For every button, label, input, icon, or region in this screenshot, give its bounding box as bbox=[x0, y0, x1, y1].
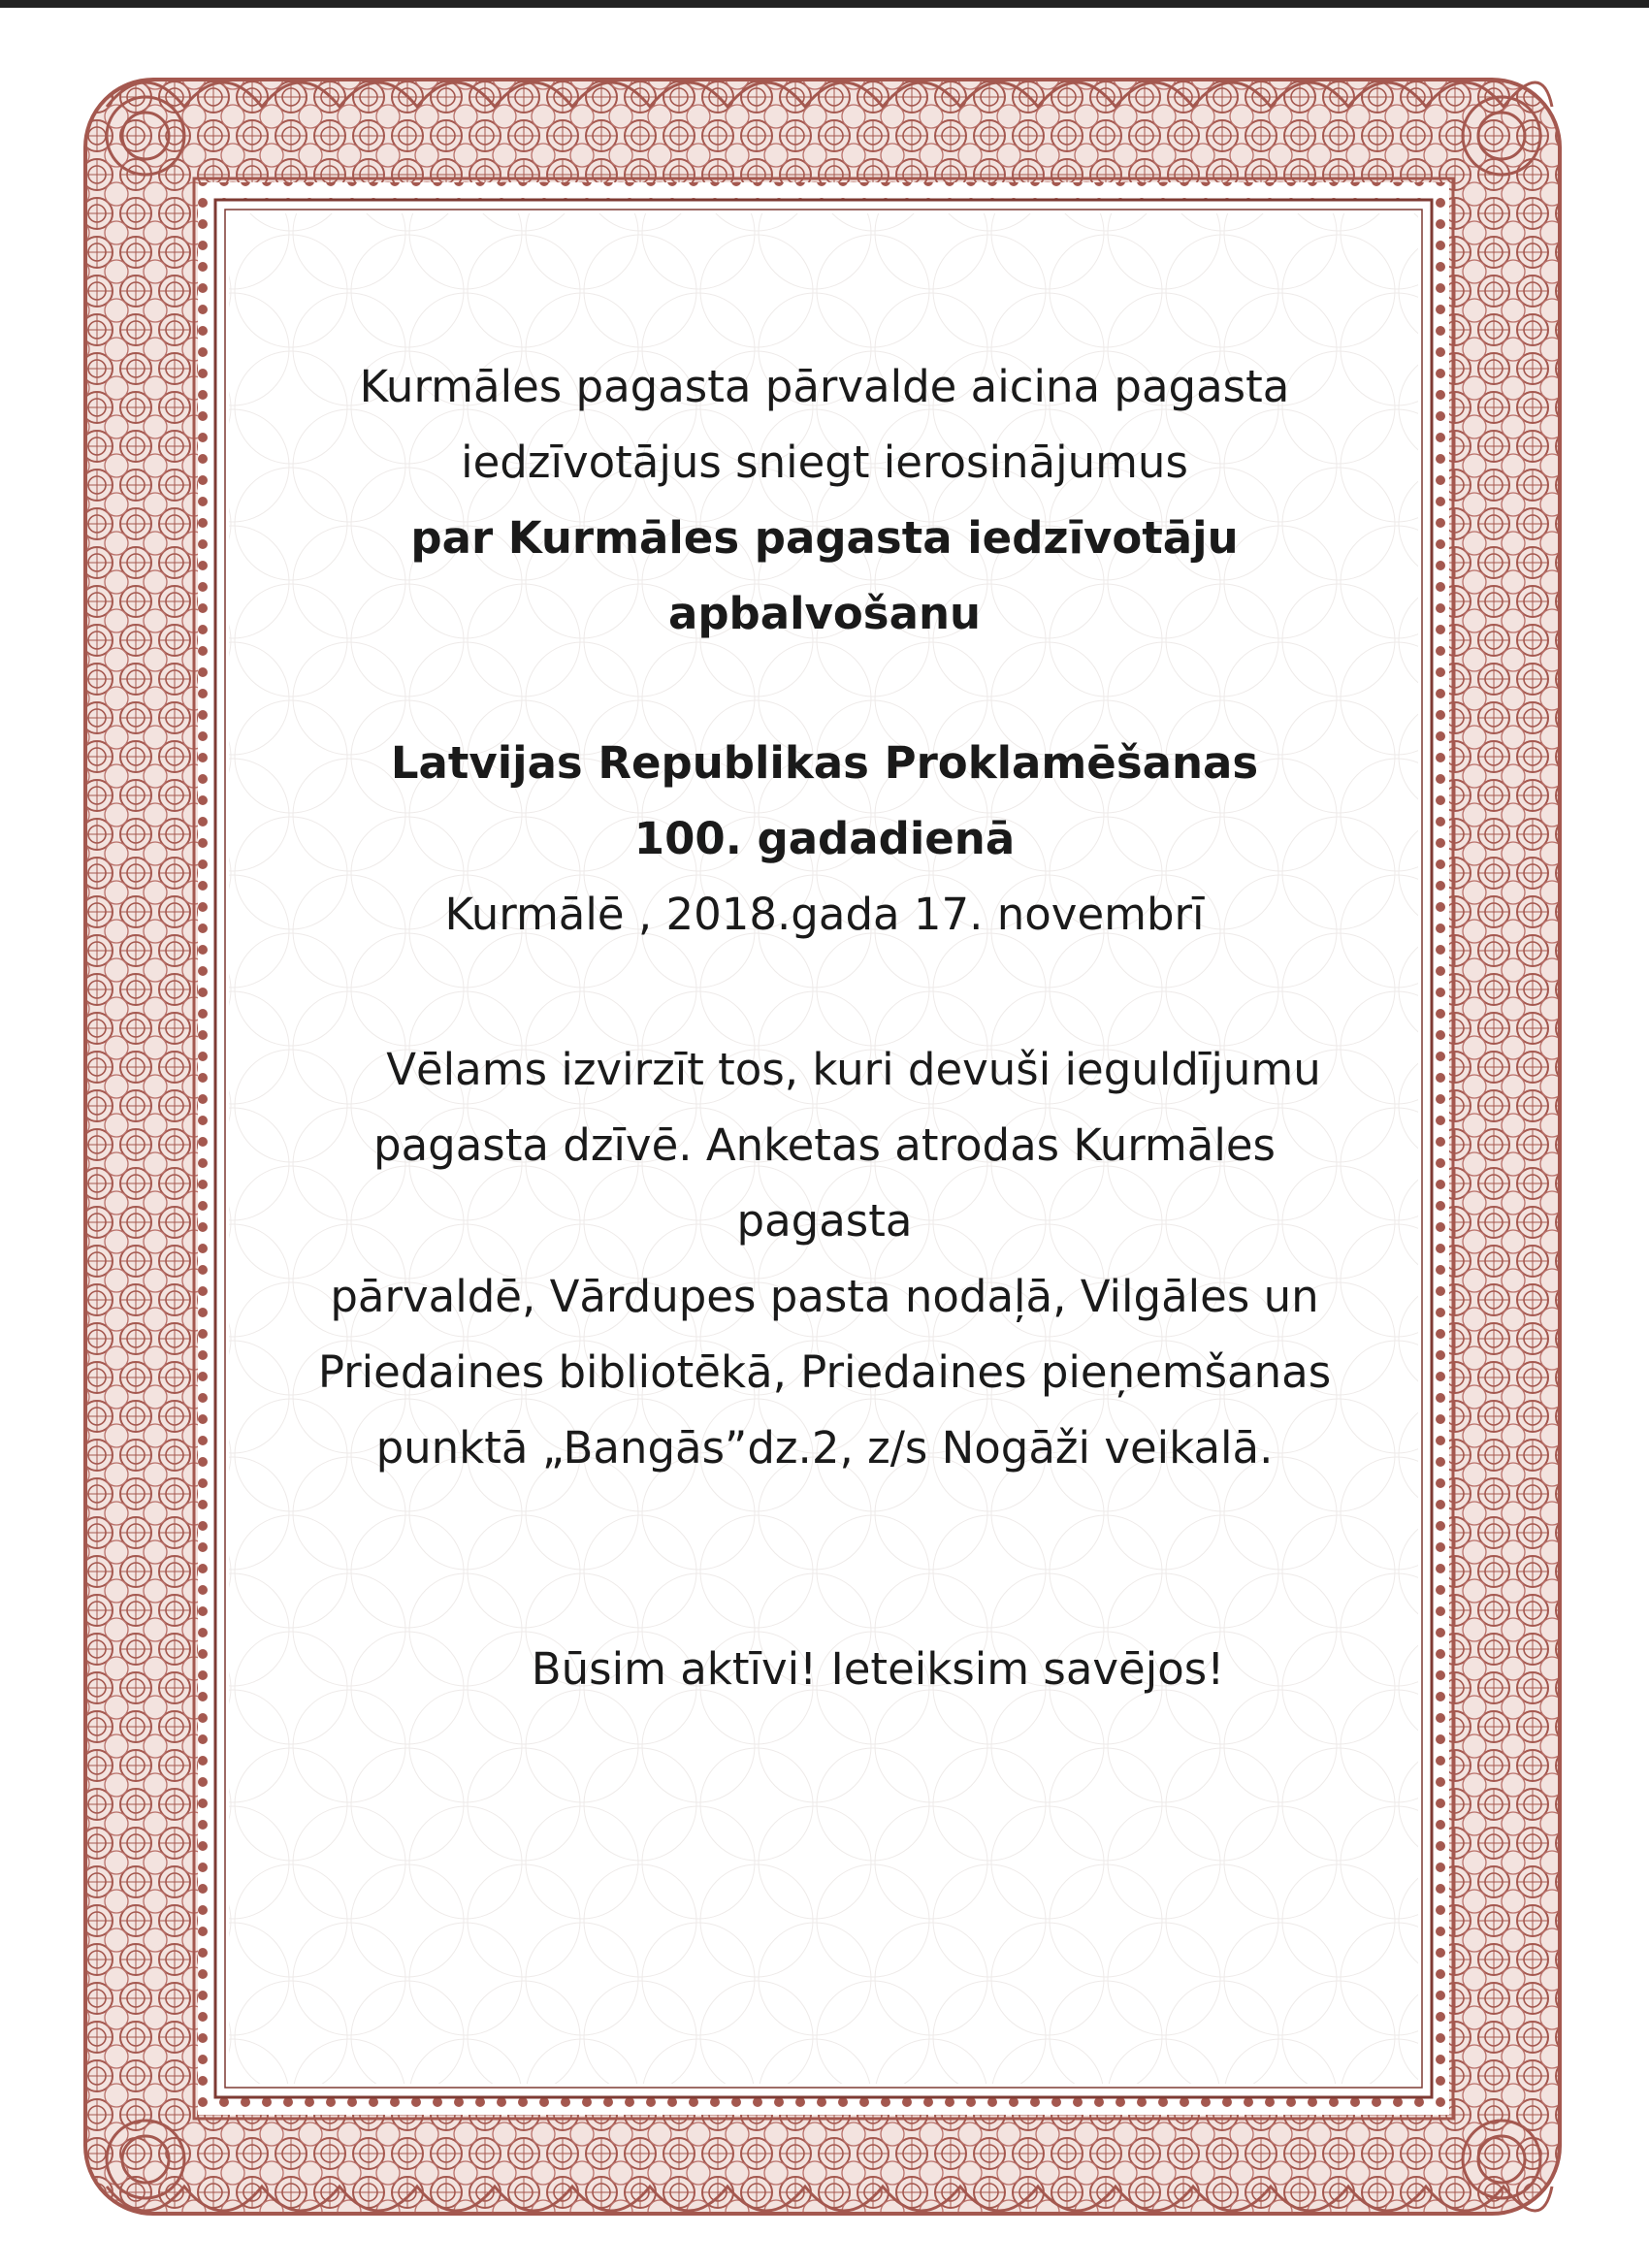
spacer bbox=[291, 1486, 1358, 1632]
nomination-paragraph bbox=[291, 1032, 1358, 1486]
subject-line-2: apbalvošanu bbox=[667, 588, 982, 639]
intro-line-1: Kurmāles pagasta pārvalde aicina pagasta bbox=[359, 361, 1290, 412]
spacer bbox=[291, 652, 1358, 726]
body-line-5: punktā „Bangās”dz.2, z/s Nogāži veikalā. bbox=[375, 1422, 1274, 1474]
body-line-2: pagasta dzīvē. Anketas atrodas Kurmāles pagasta bbox=[373, 1119, 1276, 1247]
body-line-1: Vēlams izvirzīt tos, kuri devuši ieguldījumu bbox=[386, 1044, 1321, 1095]
spacer bbox=[291, 953, 1358, 1032]
body-line-3: pārvaldē, Vārdupes pasta nodaļā, Vilgāles un bbox=[330, 1271, 1319, 1322]
intro-line-2: iedzīvotājus sniegt ierosinājumus bbox=[461, 437, 1188, 488]
place-date: Kurmālē , 2018.gada 17. novembrī bbox=[444, 889, 1205, 940]
closing-call: Būsim aktīvi! Ieteiksim savējos! bbox=[531, 1643, 1225, 1695]
announcement-text bbox=[291, 349, 1358, 1707]
subject-line-1: par Kurmāles pagasta iedzīvotāju bbox=[410, 512, 1239, 564]
body-line-4: Priedaines bibliotēkā, Priedaines pieņemšanas bbox=[317, 1346, 1332, 1398]
occasion-line-1: Latvijas Republikas Proklamēšanas bbox=[390, 737, 1259, 789]
occasion-line-2: 100. gadadienā bbox=[633, 813, 1016, 864]
